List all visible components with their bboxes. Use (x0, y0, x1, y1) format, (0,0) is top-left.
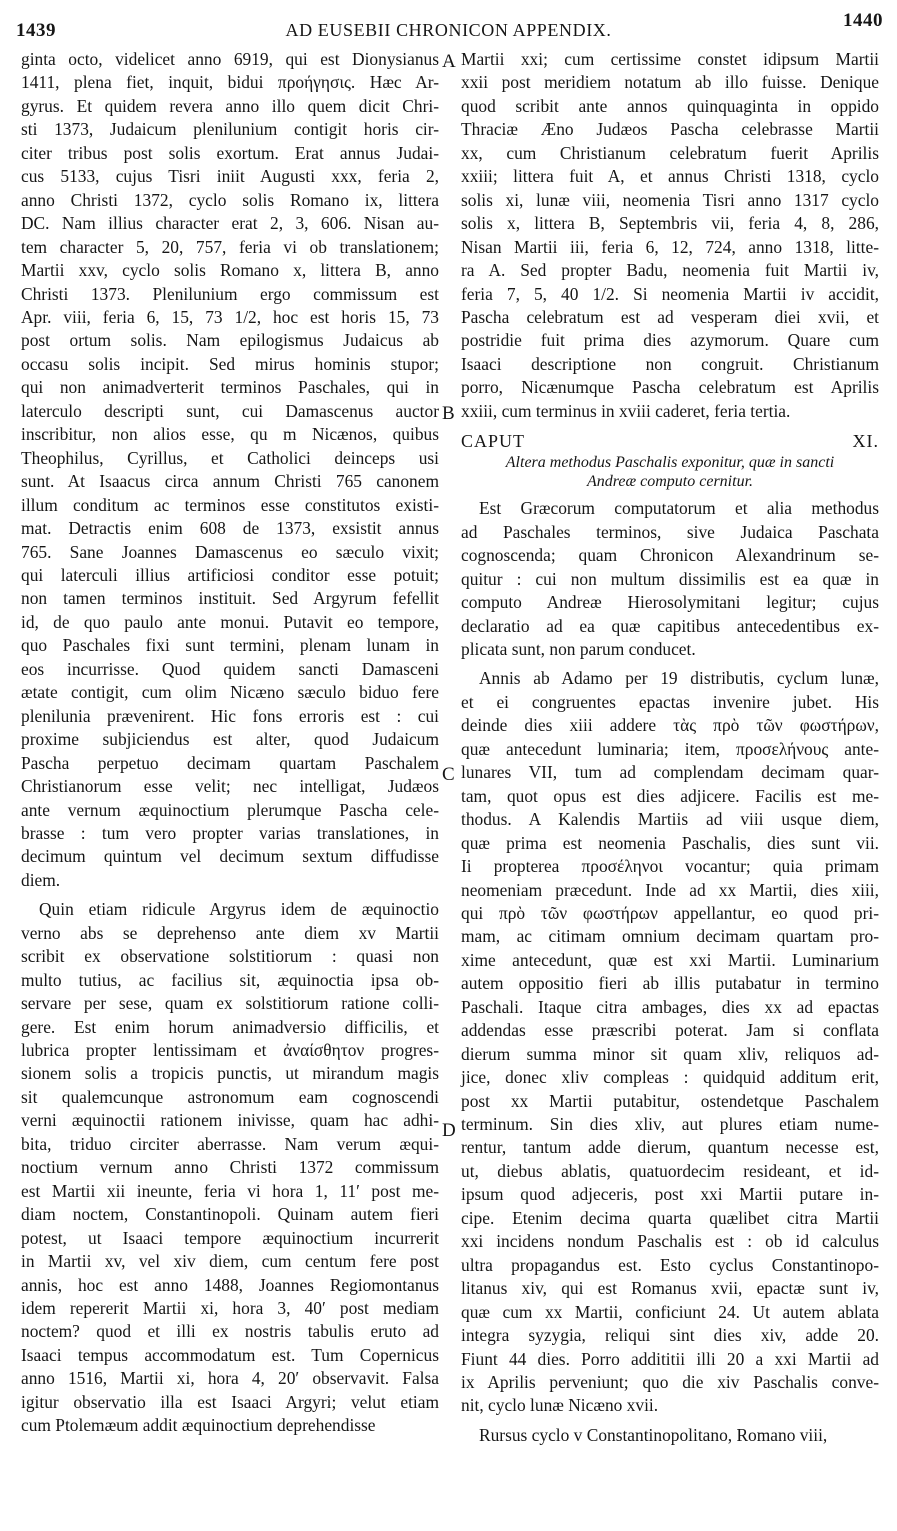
text-line: quo Paschales fixi sunt termini, plenam lunam in (21, 635, 439, 656)
text-line: Ii propterea προσέληνοι vocantur; quia primam (461, 856, 879, 877)
text-line: Pascha perpetuo decimam quartam Paschalem (21, 752, 439, 773)
text-line: quæ antecedunt luminaria; item, προσελήνους ante- (461, 738, 879, 759)
text-line: decimum quintum vel decimum sextum diffudisse (21, 846, 439, 867)
text-line: diem. (21, 869, 61, 890)
text-line: plicata sunt, non parum conducet. (461, 638, 696, 659)
text-line: eos incurrisse. Quod quidem sancti Damasceni (21, 658, 439, 679)
text-line: DC. Nam illius character erat 2, 3, 606. Nisan au- (21, 213, 439, 234)
text-line: jice, donec xliv compleas : quidquid additum erit, (461, 1067, 879, 1088)
text-line: servare per sese, quam ex solstitiorum ratione colli- (21, 993, 439, 1014)
text-line: Annis ab Adamo per 19 distributis, cyclum lunæ, (479, 668, 879, 689)
text-line: neomeniam præcedunt. Inde ad xx Martii, dies xiii, (461, 879, 879, 900)
text-line: dierum summa minor sit quam xliv, reliquos ad- (461, 1043, 879, 1064)
text-line: litanus xiv, qui est Romanus xvii, epactæ sunt iv, (461, 1278, 879, 1299)
text-line: sit qualemcunque astronomum eam cognoscendi (21, 1086, 439, 1107)
text-line: Christi 1373. Plenilunium ergo commissum est (21, 283, 439, 304)
text-line: solis x, littera B, Septembris vii, feria 4, 8, 286, (461, 213, 879, 234)
right-column (461, 48, 879, 1447)
text-line: computo Andreæ Hierosolymitani legitur; cujus (461, 592, 879, 613)
text-line: diam noctem, Constantinopoli. Quinam autem fieri (21, 1204, 439, 1225)
text-line: idem repererit Martii xi, hora 3, 40′ post mediam (21, 1298, 439, 1319)
right-paragraph-4 (461, 1424, 879, 1447)
text-line: Theophilus, Cyrillus, et Catholici deinceps usi (21, 447, 439, 468)
text-line: post ortum solis. Nam epilogismus Judaicus ab (21, 330, 439, 351)
text-line: quod scribit ante annos quinquaginta in oppido (461, 95, 879, 116)
text-line: Apr. viii, feria 6, 15, 73 1/2, hoc est horis 15, 73 (21, 306, 439, 327)
text-line: ætate contigit, cum olim Nicæno sæculo biduo fere (21, 682, 439, 703)
text-line: qui laterculi illius artificiosi conditor esse potuit; (21, 564, 439, 585)
text-line: ad Paschales terminos, sive Judaica Paschata (461, 521, 879, 542)
text-line: igitur observatio illa est Isaaci Argyri; velut etiam (21, 1391, 439, 1412)
text-line: anno Christi 1372, cyclo solis Romano ix, littera (21, 189, 439, 210)
text-line: est Martii xii ineunte, feria vi hora 1, 11′ post me- (21, 1180, 439, 1201)
margin-letter-a: A (442, 51, 456, 72)
text-line: Martii xxv, cyclo solis Romano x, littera B, anno (21, 260, 439, 281)
text-line: nit, cyclo lunæ Nicæno xvii. (461, 1395, 659, 1416)
text-line: xxii post meridiem notatum ab illo fuisse. Denique (461, 72, 879, 93)
text-line: postridie fuit prima dies azymorum. Quare cum (461, 330, 879, 351)
margin-letter-c: C (442, 764, 455, 785)
left-paragraph-2 (21, 898, 439, 1437)
text-line: Fiunt 44 dies. Porro addititii illi 20 a xxi Martii ad (461, 1348, 879, 1369)
text-line: xxi incidens nondum Paschalis est : ob id calculus (461, 1231, 879, 1252)
text-line: cipe. Etenim decima quarta quælibet citra Martii (461, 1207, 879, 1228)
text-line: illum conditum ac terminos esse constitutos existi- (21, 494, 439, 515)
text-line: annis, hoc est anno 1488, Joannes Regiomontanus (21, 1274, 439, 1295)
text-line: ipsum quod adjeceris, post xxi Martii putare in- (461, 1184, 879, 1205)
text-line: Christianorum esse velit; nec intelligat, Judæos (21, 776, 439, 797)
chapter-subtitle-line: Andreæ computo cernitur. (586, 473, 754, 491)
chapter-subtitle-line: Altera methodus Paschalis exponitur, quæ in sancti (505, 454, 835, 472)
text-line: verni æquinoctii rationem inivisse, quam hac adhi- (21, 1110, 439, 1131)
text-line: ix Aprilis perveniunt; quo die xiv Paschalis conve- (461, 1372, 879, 1393)
text-line: ut, diebus ablatis, quatuordecim resideant, et id- (461, 1160, 879, 1181)
chapter-title: CAPUT XI. (461, 431, 879, 452)
text-line: Pascha celebratum est ad vesperam diei xvii, et (461, 306, 879, 327)
text-line: laterculo descripti sunt, cui Damascenus auctor (21, 400, 439, 421)
text-line: ante vernum æquinoctium plerumque Pascha cele- (21, 799, 439, 820)
margin-letter-b: B (442, 403, 455, 424)
text-line: gyrus. Et quidem revera anno illo quem dicit Chri- (21, 95, 439, 116)
text-line: integra syzygia, reliqui sint dies xiv, adde 20. (461, 1325, 879, 1346)
text-line: in Martii xv, vel xiv diem, cum centum fere post (21, 1251, 439, 1272)
right-paragraph-2 (461, 497, 879, 661)
text-line: inscribitur, non alios esse, qu m Nicænos, quibus (21, 424, 439, 445)
right-paragraph-1 (461, 48, 879, 423)
text-line: thodus. A Kalendis Martiis ad viii usque diem, (461, 809, 879, 830)
text-line: deinde dies xiii addere τὰς πρὸ τῶν φωστήρων, (461, 715, 879, 736)
text-line: brasse : tum vero propter varias translationes, in (21, 822, 439, 843)
text-line: occasu solis incipit. Sed mirus hominis stupor; (21, 353, 439, 374)
text-line: et ei congruentes epactas invenire jubet. His (461, 691, 879, 712)
text-line: ultra propagandus est. Esto cyclus Constantinopo- (461, 1254, 879, 1275)
text-line: post xx Martii putabitur, ostendetque Paschalem (461, 1090, 879, 1111)
text-line: noctium vernum anno Christi 1372 commissum (21, 1157, 439, 1178)
text-line: anno 1516, Martii xi, hora 4, 20′ observavit. Falsa (21, 1368, 439, 1389)
text-line: citer tribus post solis exortum. Erat annus Judai- (21, 142, 439, 163)
text-line: terminum. Sin dies xliv, aut plures etiam nume- (461, 1114, 879, 1135)
text-line: Rursus cyclo v Constantinopolitano, Romano viii, (479, 1424, 828, 1445)
text-line: non tamen terminos instituit. Sed Argyrum fefellit (21, 588, 439, 609)
text-line: quæ cum xx Martii, conficiunt 24. Ut autem ablata (461, 1301, 879, 1322)
text-line: ginta octo, videlicet anno 6919, qui est Dionysianus (21, 49, 439, 69)
text-line: plenilunia prævenirent. Hic fons erroris est : cui (21, 705, 439, 726)
text-line: xxiii; littera fuit A, et annus Christi 1318, cyclo (461, 166, 879, 187)
running-title: AD EUSEBII CHRONICON APPENDIX. (285, 20, 612, 40)
text-line: declaratio ad ea quæ capitibus antecedentibus ex- (461, 615, 879, 636)
text-line: potest, ut Isaaci tempore æquinoctium incurrerit (21, 1227, 439, 1248)
text-line: cognoscenda; quam Chronicon Alexandrinum se- (461, 545, 879, 566)
text-line: ra A. Sed propter Badu, neomenia fuit Martii iv, (461, 260, 879, 281)
text-line: autem oppositio fieri ab illis putabatur in termino (461, 973, 879, 994)
text-line: quitur : cui non multum dissimilis est ea quæ in (461, 568, 879, 589)
text-line: mam, ac citimam omnium decimam quartam pro- (461, 926, 879, 947)
text-line: proxime subjiciendus est alter, quod Judaicum (21, 729, 439, 750)
text-line: Quin etiam ridicule Argyrus idem de æquinoctio (39, 899, 439, 920)
text-line: addendas esse præscribi poterat. Jam si conflata (461, 1020, 879, 1041)
page-number-left: 1439 (16, 20, 56, 41)
text-line: sionem solis a tropicis punctis, ut mirandum magis (21, 1063, 439, 1084)
text-line: Est Græcorum computatorum et alia methodus (479, 498, 879, 519)
text-line: qui non animadverterit terminos Paschales, qui in (21, 377, 439, 398)
text-line: Paschali. Itaque citra ambages, dies xx ad epactas (461, 996, 879, 1017)
right-paragraph-3 (461, 667, 879, 1418)
text-line: id, de quo paulo ante monui. Putavit eo tempore, (21, 611, 439, 632)
text-line: Nisan Martii iii, feria 6, 12, 724, anno 1318, litte- (461, 236, 879, 257)
text-line: cum Ptolemæum addit æquinoctium deprehendisse (21, 1415, 376, 1436)
text-line: multo tutius, ac facilius sit, æquinoctia ipsa ob- (21, 969, 439, 990)
text-line: xxiii, cum terminus in xviii caderet, feria tertia. (461, 400, 791, 421)
text-line: 765. Sane Joannes Damascenus eo sæculo vixit; (21, 541, 439, 562)
text-line: lunares VII, tum ad complendam decimam quar- (461, 762, 879, 783)
text-line: feria 7, 5, 40 1/2. Si neomenia Martii iv accidit, (461, 283, 879, 304)
text-line: bita, triduo circiter aberrasse. Nam verum æqui- (21, 1133, 439, 1154)
text-line: Isaaci tempus accommodatum est. Tum Copernicus (21, 1344, 439, 1365)
text-line: noctem? quod et illi ex nostris tabulis eruto ad (21, 1321, 439, 1342)
page-header (0, 0, 897, 40)
text-line: quæ prima est neomenia Paschalis, dies sunt vii. (461, 832, 879, 853)
chapter-subtitle (461, 453, 879, 491)
left-column (21, 48, 439, 1438)
text-line: rentur, tantum adde dierum, quantum necesse est, (461, 1137, 879, 1158)
text-line: 1411, plena fiet, inquit, bidui προήγησις. Hæc Ar- (21, 72, 439, 93)
page-number-right: 1440 (843, 10, 883, 31)
text-line: porro, Nicænumque Pascha celebratum est Aprilis (461, 377, 879, 398)
text-line: cus 5133, cujus Tisri iniit Augusti xxx, feria 2, (21, 166, 439, 187)
text-line: tem character 5, 20, 757, feria vi ob translationem; (21, 236, 439, 257)
left-paragraph-1 (21, 48, 439, 892)
text-line: xime antecedunt, quæ est xxi Martii. Luminarium (461, 949, 879, 970)
text-line: sti 1373, Judaicum plenilunium contigit horis cir- (21, 119, 439, 140)
text-line: scribit ex observatione solstitiorum : quasi non (21, 946, 439, 967)
text-line: mat. Detractis enim 608 de 1373, exsistit annus (21, 518, 439, 539)
text-line: sunt. At Isaacus circa annum Christi 765 canonem (21, 471, 439, 492)
text-line: lubrica propter lentissimam et ἀναίσθητον progres- (21, 1040, 439, 1061)
text-line: tam, quot opus est dies adjicere. Facilis est me- (461, 785, 879, 806)
text-line: gere. Est enim horum animadversio difficilis, et (21, 1016, 439, 1037)
margin-letter-d: D (442, 1120, 456, 1141)
text-line: qui πρὸ τῶν φωστήρων appellantur, eo quod pri- (461, 902, 879, 923)
text-line: xx, cum Christianum celebratum fuerit Aprilis (461, 142, 879, 163)
text-line: solis xi, lunæ viii, neomenia Tisri anno 1317 cyclo (461, 189, 879, 210)
text-line: verno abs se deprehenso ante diem xv Martii (21, 922, 439, 943)
text-line: Isaaci descriptione non congruit. Christianum (461, 353, 879, 374)
text-line: Martii xxi; cum certissime constet idipsum Martii (461, 49, 879, 69)
text-line: Thraciæ Æno Judæos Pascha celebrasse Martii (461, 119, 879, 140)
